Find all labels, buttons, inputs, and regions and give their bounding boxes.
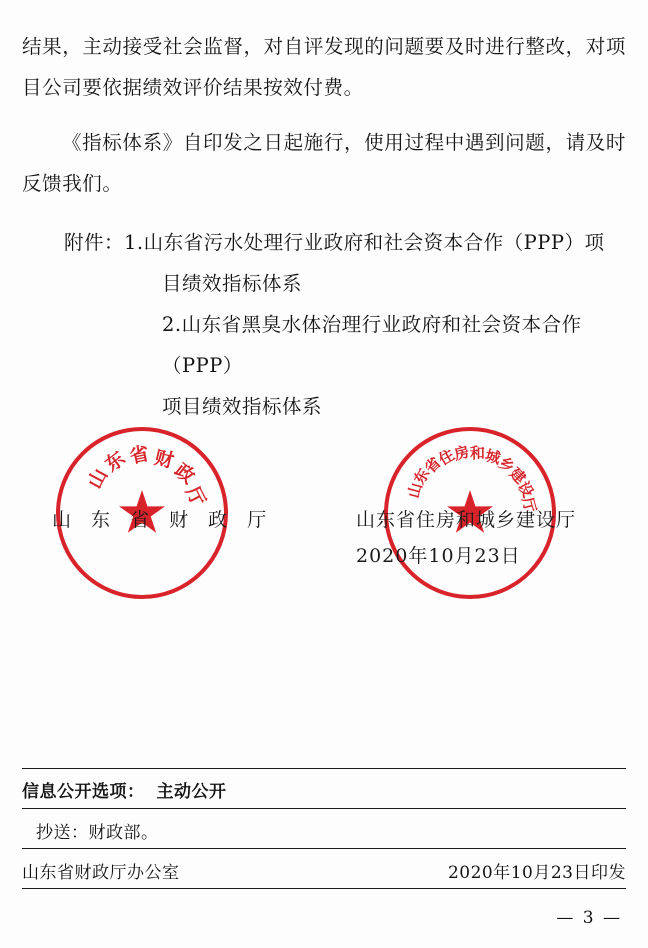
footer-divider-1 — [22, 808, 626, 809]
seal-left-ring-text: 山 东 省 财 政 厅 — [83, 442, 210, 510]
attachment-item-2-line-2: 项目绩效指标体系 — [162, 395, 323, 418]
attachment-label: 附件： — [64, 231, 125, 254]
disclosure-value: 主动公开 — [156, 782, 227, 802]
body-text — [22, 26, 626, 218]
attachment-item-1-line-1 — [22, 222, 626, 263]
attachment-1-number: 1. — [124, 231, 144, 254]
issuer-name: 山东省财政厅办公室 — [22, 863, 180, 883]
attachment-item-1-line-2: 目绩效指标体系 — [162, 272, 303, 295]
attachment-item-2-line-1 — [22, 304, 626, 386]
signature-left: 山 东 省 财 政 厅 — [52, 509, 274, 531]
copy-to-row: 抄送：财政部。 — [36, 823, 159, 843]
paragraph-1: 结果，主动接受社会监督，对自评发现的问题要及时进行整改，对项目公司要依据绩效评价结果按效付费。 — [22, 35, 626, 99]
footer-divider-top — [22, 768, 626, 769]
signature-date: 2020年10月23日 — [356, 545, 521, 567]
footer-divider-bottom — [22, 888, 626, 889]
attachment-list — [22, 222, 626, 427]
disclosure-label: 信息公开选项： — [22, 782, 145, 802]
page-number: — 3 — — [556, 908, 622, 928]
attachment-2-text-1: 山东省黑臭水体治理行业政府和社会资本合作（PPP） — [162, 313, 582, 377]
footer-divider-2 — [22, 848, 626, 849]
signature-right: 山东省住房和城乡建设厅 — [356, 509, 577, 531]
issuer-row — [22, 858, 626, 883]
attachment-2-number: 2. — [162, 313, 182, 336]
disclosure-row — [22, 777, 626, 802]
paragraph-2: 《指标体系》自印发之日起施行，使用过程中遇到问题，请及时反馈我们。 — [22, 131, 626, 195]
print-date: 2020年10月23日印发 — [447, 863, 626, 883]
seal-right-ring-text: 山 东 省 住 房 和 城 乡 建 设 厅 — [404, 442, 540, 515]
attachment-1-text-1: 山东省污水处理行业政府和社会资本合作（PPP）项 — [143, 231, 605, 254]
